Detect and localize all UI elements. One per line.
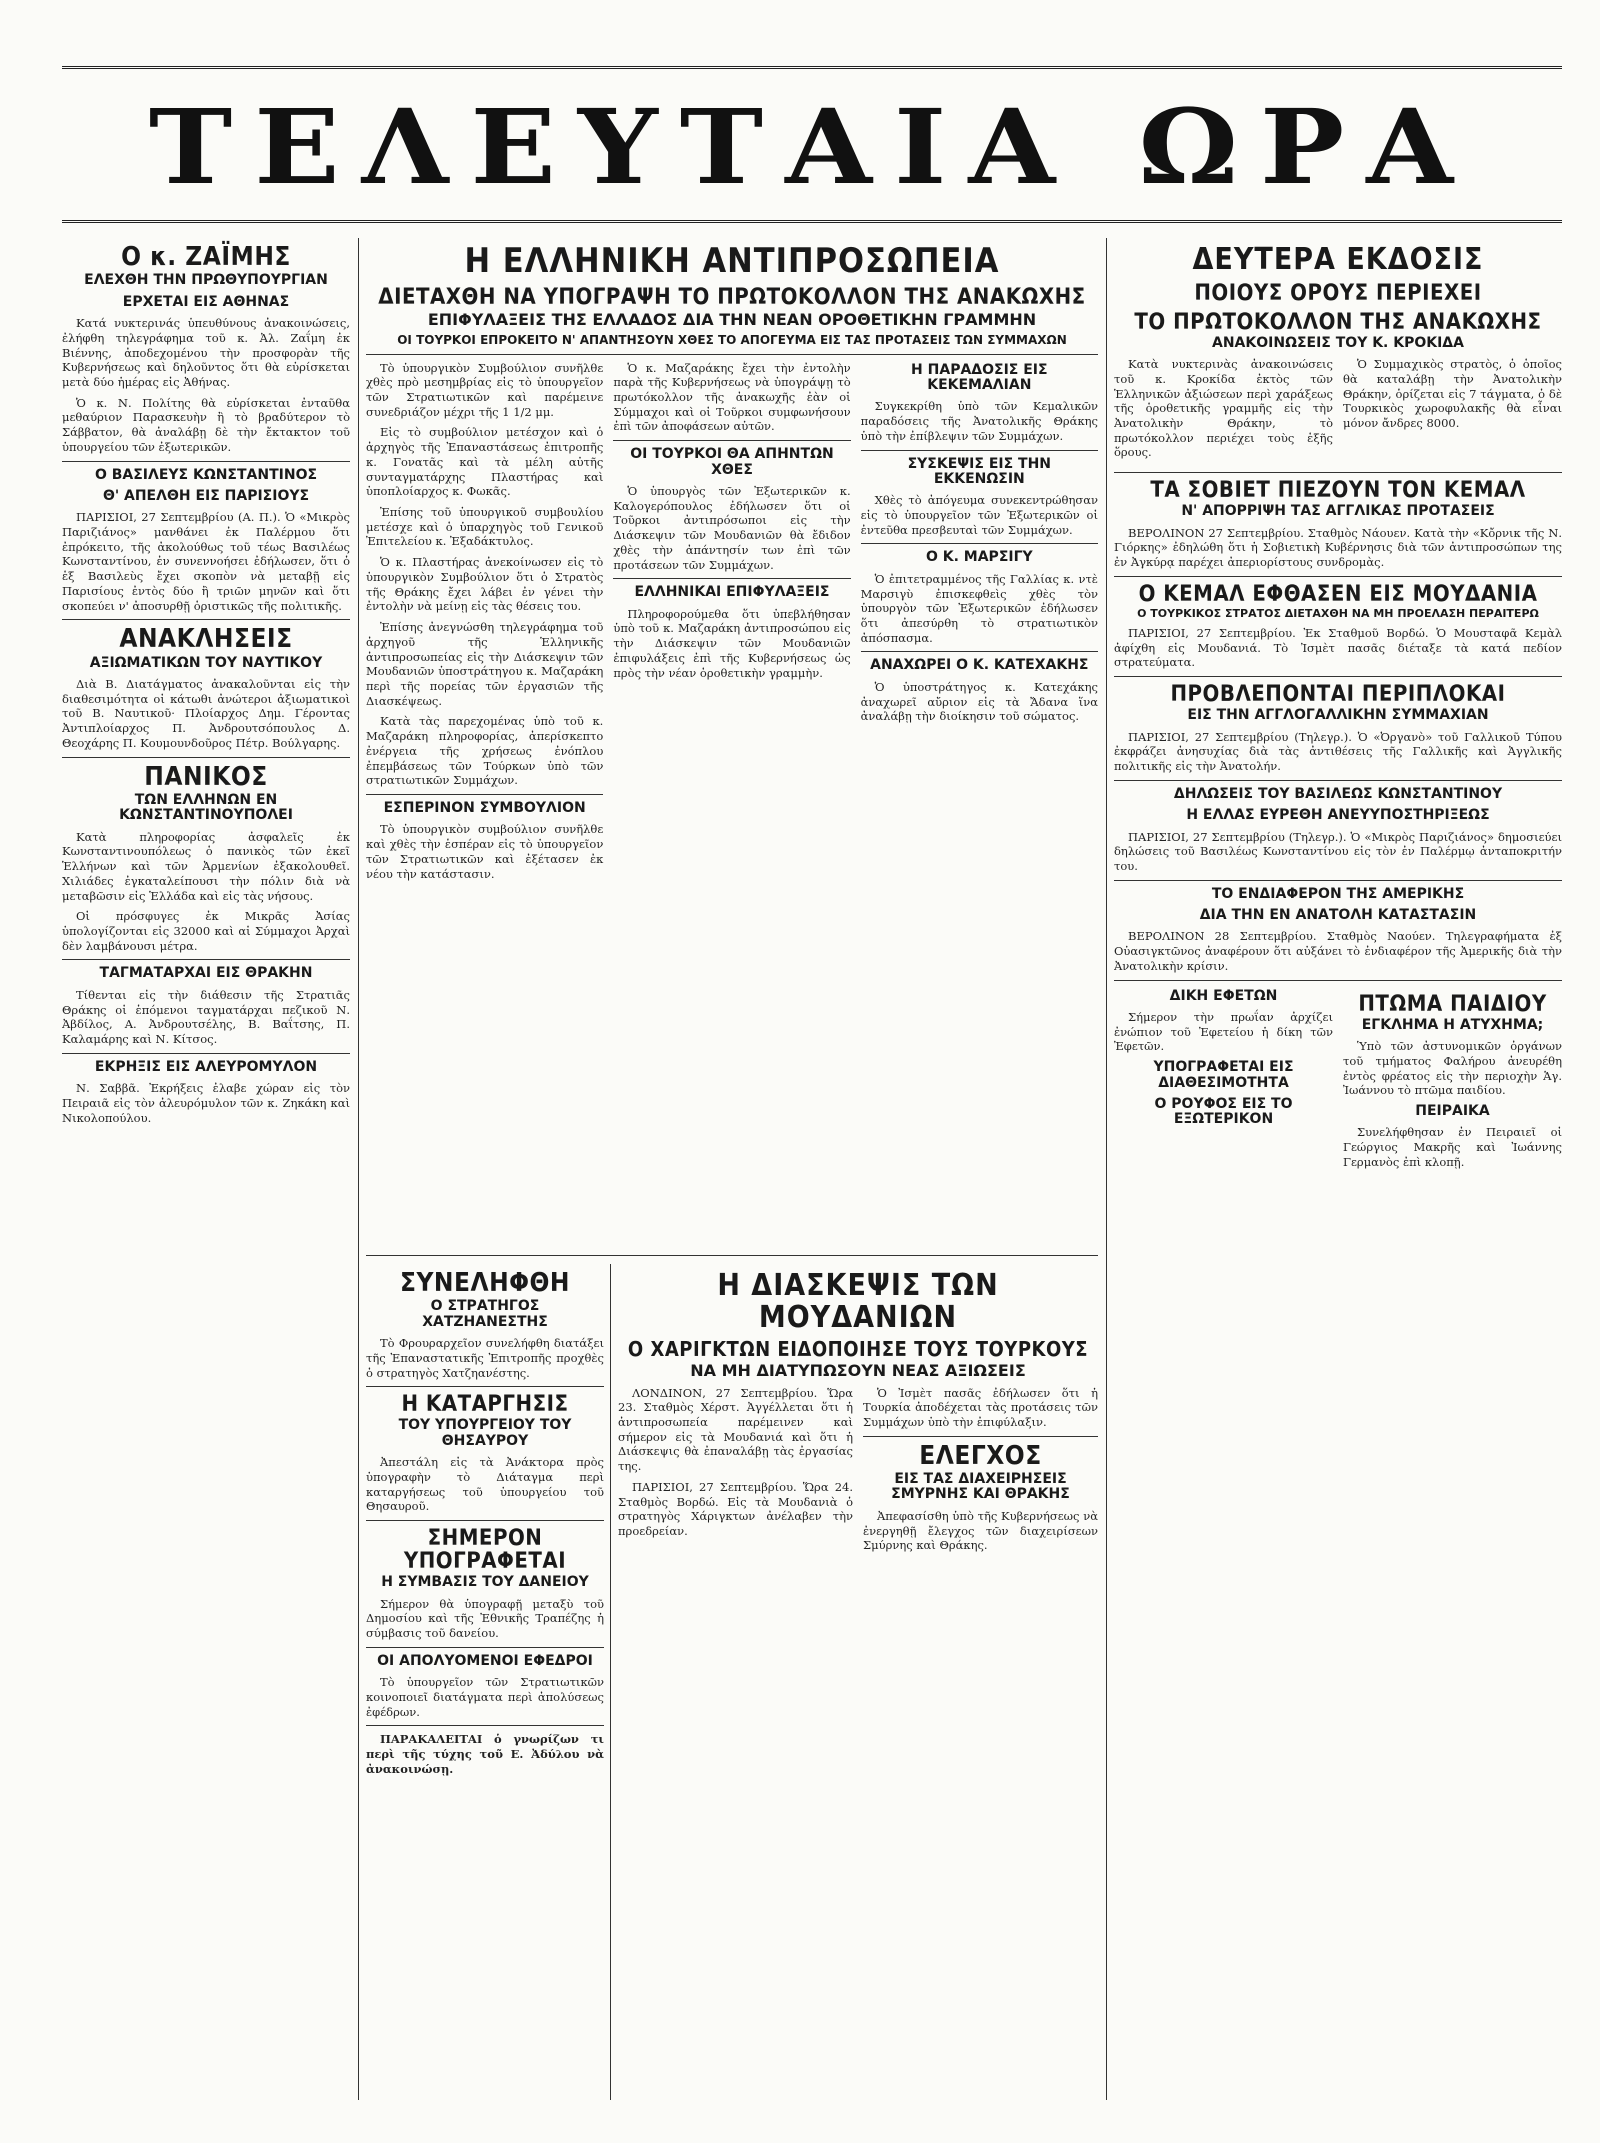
article-paragraph: Ὁ κ. Πλαστήρας ἀνεκοίνωσεν εἰς τὸ ὑπουργικὸν Συμβούλιον ὅτι ὁ Στρατὸς τῆς Θράκης ἔχει λάβει ἐν γένει τὴν ἐντολὴν νὰ μείνῃ εἰς τὰς θέσεις του. [366, 555, 604, 614]
headline-periplokai: ΠΡΟΒΛΕΠΟΝΤΑΙ ΠΕΡΙΠΛΟΚΑΙ [1170, 682, 1506, 708]
subhead: Η ΣΥΜΒΑΣΙΣ ΤΟΥ ΔΑΝΕΙΟΥ [381, 1574, 589, 1591]
article-paragraph: Διὰ Β. Διατάγματος ἀνακαλοῦνται εἰς τὴν διαθεσιμότητα οἱ κάτωθι ἀνώτεροι ἀξιωματικοὶ τοῦ Β. Ναυτικοῦ· Πλοίαρχος Δημ. Γέροντας Ἀντιπλοίαρχος Π. Ἀνδρουτσόπουλος Δ. Θεοχάρης Π. Κουμουνδοῦρος Πέτρ. Βούλγαρης. [62, 677, 350, 750]
headline-elegxos: ΕΛΕΓΧΟΣ [919, 1440, 1042, 1471]
headline-tourkoi: ΟΙ ΤΟΥΡΚΟΙ ΘΑ ΑΠΗΝΤΩΝ ΧΘΕΣ [630, 446, 834, 478]
headline-tagmatarxai: ΤΑΓΜΑΤΑΡΧΑΙ ΕΙΣ ΘΡΑΚΗΝ [99, 965, 313, 982]
section-rule [366, 1255, 1098, 1256]
masthead-title: ΤΕΛΕΥΤΑΙΑ ΩΡΑ [148, 87, 1476, 208]
subhead: ΤΟΥ ΥΠΟΥΡΓΕΙΟΥ ΤΟΥ ΘΗΣΑΥΡΟΥ [398, 1417, 572, 1449]
subhead: ΔΙΕΤΑΧΘΗ ΝΑ ΥΠΟΓΡΑΨΗ ΤΟ ΠΡΩΤΟΚΟΛΛΟΝ ΤΗΣ ΑΝΑΚΩΧΗΣ [378, 284, 1086, 310]
headline-king: Ο ΒΑΣΙΛΕΥΣ ΚΩΝΣΤΑΝΤΙΝΟΣ [94, 466, 318, 483]
subhead: ΕΓΚΛΗΜΑ Η ΑΤΥΧΗΜΑ; [1361, 1016, 1544, 1033]
top-rule [62, 66, 1562, 69]
article-paragraph: Ἐπίσης τοῦ ὑπουργικοῦ συμβουλίου μετέσχε καὶ ὁ ὑπαρχηγὸς τοῦ Γενικοῦ Ἐπιτελείου κ. Ἐξαδάκτυλος. [366, 505, 604, 549]
article-paragraph: Τὸ ὑπουργεῖον τῶν Στρατιωτικῶν κοινοποιεῖ διατάγματα περὶ ἀπολύσεως ἐφέδρων. [366, 1675, 604, 1719]
article-paragraph: ΠΑΡΙΣΙΟΙ, 27 Σεπτεμβρίου. Ἐκ Σταθμοῦ Βορδώ. Ὁ Μουσταφᾶ Κεμὰλ ἀφίχθη εἰς Μουδανιά. Τὸ Ἰσμὲτ πασᾶς διέταξε τὰ κατά πεδίον στρατεύματα. [1114, 625, 1562, 670]
article-paragraph: Ἀπεστάλη εἰς τὰ Ἀνάκτορα πρὸς ὑπογραφὴν τὸ Διάταγμα περὶ καταργήσεως τοῦ ὑπουργείου τοῦ Θησαυροῦ. [366, 1455, 604, 1514]
column-separator [610, 1264, 611, 2100]
notice: ΠΑΡΑΚΑΛΕΙΤΑΙ ὁ γνωρίζων τι περὶ τῆς τύχης τοῦ Ε. Ἀδύλου νὰ ἀνακοινώσῃ. [366, 1732, 604, 1776]
subhead: Ο ΤΟΥΡΚΙΚΟΣ ΣΤΡΑΤΟΣ ΔΙΕΤΑΧΘΗ ΝΑ ΜΗ ΠΡΟΕΛΑΣΗ ΠΕΡΑΙΤΕΡΩ [1137, 606, 1539, 620]
article-paragraph: Ἐπίσης ἀνεγνώσθη τηλεγράφημα τοῦ ἀρχηγοῦ τῆς Ἑλληνικῆς ἀντιπροσωπείας εἰς τὴν Διάσκεψιν τῶν Μουδανιῶν ὑποστράτηγου κ. Μαζαράκη περὶ τῆς πορείας τῶν ἐργασιῶν τῆς Διασκέψεως. [366, 620, 604, 708]
article-paragraph: ΛΟΝΔΙΝΟΝ, 27 Σεπτεμβρίου. Ὥρα 23. Σταθμὸς Χέρστ. Ἀγγέλλεται ὅτι ἡ ἀντιπροσωπεία παρέμεινεν καὶ σήμερον εἰς τὰ Μουδανιά καὶ ὅτι ἡ Διάσκεψις θὰ ἐπαναλάβῃ τὰς ἐργασίας της. [618, 1385, 853, 1474]
article-paragraph: Ὁ ὑπουργὸς τῶν Ἐξωτερικῶν κ. Καλογερόπουλος ἐδήλωσεν ὅτι οἱ Τοῦρκοι ἀντιπρόσωποι εἰς τὴν Διάσκεψιν τῶν Μουδανιῶν θὰ ἔδιδον χθὲς τὴν ἀπάντησίν των ἐπὶ τῶν προτάσεων τῶν Συμμάχων. [613, 483, 851, 572]
headline-paradosis: Η ΠΑΡΑΔΟΣΙΣ ΕΙΣ ΚΕΚΕΜΑΛΙΑΝ [911, 361, 1048, 393]
article-paragraph: Τὸ ὑπουργικὸν συμβούλιον συνῆλθε καὶ χθὲς τὴν ἑσπέραν εἰς τὸ ὑπουργεῖον τῶν Στρατιωτικῶν καὶ ἐξέτασεν ἐκ νέου τὴν κατάστασιν. [366, 822, 604, 881]
subhead: ΤΟ ΠΡΩΤΟΚΟΛΛΟΝ ΤΗΣ ΑΝΑΚΩΧΗΣ [1134, 309, 1542, 335]
article-paragraph: Ὁ κ. Ν. Πολίτης θὰ εὑρίσκεται ἐνταῦθα μεθαύριον Παρασκευὴν ἢ τὸ βραδύτερον τὸ Σάββατον, θὰ ἀναλάβῃ δὲ τὴν ἔκτακτον τοῦ ὑπουργείου τῶν ἐξωτερικῶν. [62, 395, 350, 454]
subhead: Ν' ΑΠΟΡΡΙΨΗ ΤΑΣ ΑΓΓΛΙΚΑΣ ΠΡΟΤΑΣΕΙΣ [1181, 503, 1495, 520]
article-paragraph: Ὁ ὑποστράτηγος κ. Κατεχάκης ἀναχωρεῖ αὔριον εἰς τὰ Ἄδανα ἵνα ἀναλάβῃ τὴν διοίκησιν τοῦ σώματος. [860, 679, 1098, 724]
center-bottom-left [366, 1264, 604, 2100]
mudania-subcolumn [863, 1386, 1098, 1559]
center-bottom-right [618, 1264, 1098, 2100]
headline-ekrixis: ΕΚΡΗΞΙΣ ΕΙΣ ΑΛΕΥΡΟΜΥΛΟΝ [94, 1058, 318, 1075]
headline-roufos: Ο ΡΟΥΦΟΣ ΕΙΣ ΤΟ ΕΞΩΤΕΡΙΚΟΝ [1154, 1095, 1293, 1128]
center-subcolumn [861, 361, 1098, 888]
right-subcolumn [1343, 987, 1562, 1176]
center-subcolumn [613, 361, 850, 888]
headline-amerikis: ΤΟ ΕΝΔΙΑΦΕΡΟΝ ΤΗΣ ΑΜΕΡΙΚΗΣ [1211, 885, 1465, 902]
article-paragraph: Ὁ Συμμαχικὸς στρατὸς, ὁ ὁποῖος θὰ καταλάβῃ τὴν Ἀνατολικὴν Θράκην, ὁρίζεται εἰς 7 τάγματα, ὁ δὲ Τουρκικὸς χωροφυλακῆς θὰ εἶναι μόνον ἄνδρες 8000. [1343, 357, 1562, 430]
right-column [1114, 238, 1562, 2100]
article-paragraph: Κατὰ τὰς παρεχομένας ὑπὸ τοῦ κ. Μαζαράκη πληροφορίας, ἀπερίσκεπτο ἐνέργεια τῆς χρήσεως ἐνόπλου ἐπεμβάσεως τῶν Τούρκων ὑπὸ τῶν στρατιωτικῶν Συμμάχων. [366, 714, 604, 788]
headline-mudania: Η ΔΙΑΣΚΕΨΙΣ ΤΩΝ ΜΟΥΔΑΝΙΩΝ [717, 1268, 999, 1335]
headline-deutera-ekdosis: ΔΕΥΤΕΡΑ ΕΚΔΟΣΙΣ [1192, 242, 1484, 277]
center-subcolumn [366, 361, 603, 888]
headline-marsigy: Ο Κ. ΜΑΡΣΙΓΥ [925, 549, 1033, 566]
article-paragraph: Ὁ Ἰσμὲτ πασᾶς ἐδήλωσεν ὅτι ἡ Τουρκία ἀποδέχεται τὰς προτάσεις τῶν Συμμάχων ὑπὸ τὴν ἐπιφύλαξιν. [863, 1385, 1098, 1430]
article-paragraph: Κατά νυκτερινάς ὑπευθύνους ἀνακοινώσεις, ἐλήφθη τηλεγράφημα τοῦ κ. Ἀλ. Ζαΐμη ἐκ Βιέννης, ἀποδεχομένου τὴν προσφορὰν τῆς Κυβερνήσεως καὶ δηλοῦντος ὅτι θὰ εὑρίσκεται μετὰ δύο ἡμέρας εἰς Ἀθήνας. [62, 316, 350, 389]
subhead: ΑΞΙΩΜΑΤΙΚΩΝ ΤΟΥ ΝΑΥΤΙΚΟΥ [89, 654, 323, 671]
subhead: ΤΩΝ ΕΛΛΗΝΩΝ ΕΝ ΚΩΝΣΤΑΝΤΙΝΟΥΠΟΛΕΙ [119, 791, 293, 824]
headline-antiprosopeia: Η ΕΛΛΗΝΙΚΗ ΑΝΤΙΠΡΟΣΩΠΕΙΑ [464, 241, 1000, 281]
subhead: ΕΙΣ ΤΑΣ ΔΙΑΧΕΙΡΗΣΕΙΣ ΣΜΥΡΝΗΣ ΚΑΙ ΘΡΑΚΗΣ [891, 1471, 1070, 1503]
subhead: ΕΙΣ ΤΗΝ ΑΓΓΛΟΓΑΛΛΙΚΗΝ ΣΥΜΜΑΧΙΑΝ [1187, 707, 1489, 724]
headline-syskepsis: ΣΥΣΚΕΨΙΣ ΕΙΣ ΤΗΝ ΕΚΚΕΝΩΣΙΝ [907, 455, 1052, 487]
mudania-subcolumn [618, 1386, 853, 1559]
article-paragraph: ΠΑΡΙΣΙΟΙ, 27 Σεπτεμβρίου (Τηλεγρ.). Ὁ «Ὀργανὸ» τοῦ Γαλλικοῦ Τύπου ἐκφράζει ἀνησυχίας διὰ τὰς ἀντιθέσεις τῆς Γαλλικῆς καὶ Ἀγγλικῆς πολιτικῆς εἰς τὴν Ἀνατολήν. [1114, 729, 1562, 774]
article-paragraph: ΠΑΡΙΣΙΟΙ, 27 Σεπτεμβρίου (Τηλεγρ.). Ὁ «Μικρὸς Παριζιάνος» δημοσιεύει δηλώσεις τοῦ Βασιλέως Κωνσταντίνου εἰς τὸν ἐν Παλέρμῳ ἀνταποκριτήν του. [1114, 829, 1562, 873]
article-paragraph: Ἀπεφασίσθη ὑπὸ τῆς Κυβερνήσεως νὰ ἐνεργηθῇ ἔλεγχος τῶν διαχειρίσεων Σμύρνης καὶ Θράκης. [863, 1508, 1098, 1553]
subhead: Ο ΧΑΡΙΓΚΤΩΝ ΕΙΔΟΠΟΙΗΣΕ ΤΟΥΣ ΤΟΥΡΚΟΥΣ [627, 1337, 1089, 1361]
headline-panikos: ΠΑΝΙΚΟΣ [144, 761, 268, 792]
headline-ypografetai: ΥΠΟΓΡΑΦΕΤΑΙ ΕΙΣ ΔΙΑΘΕΣΙΜΟΤΗΤΑ [1153, 1059, 1294, 1091]
article-paragraph: Κατὰ νυκτερινὰς ἀνακοινώσεις τοῦ κ. Κροκίδα ἐκτὸς τῶν Ἑλληνικῶν ἀξιώσεων περὶ χαράξεως τῆς ὁροθετικῆς γραμμῆς εἰς τὴν Ἀνατολικὴν Θράκην, τὸ πρωτόκολλον περιέχει τοὺς ἑξῆς ὅρους. [1114, 357, 1333, 460]
headline-epifylaxeis: ΕΛΛΗΝΙΚΑΙ ΕΠΙΦΥΛΑΞΕΙΣ [634, 584, 830, 601]
headline-katexakis: ΑΝΑΧΩΡΕΙ Ο Κ. ΚΑΤΕΧΑΚΗΣ [870, 657, 1089, 674]
article-paragraph: ΒΕΡΟΛΙΝΟΝ 28 Σεπτεμβρίου. Σταθμὸς Ναούεν. Τηλεγραφήματα ἐξ Οὐασιγκτῶνος ἀναφέρουν ὅτι αὐξάνει τὸ ἐνδιαφέρον τῆς Ἀμερικῆς διὰ τὴν Ἀνατολικὴν κρίσιν. [1114, 929, 1562, 973]
right-subcolumn [1114, 987, 1333, 1176]
article-paragraph: Εἰς τὸ συμβούλιον μετέσχον καὶ ὁ ἀρχηγὸς τῆς Ἐπαναστάσεως ἐπιτροπῆς κ. Γονατᾶς καὶ τὰ μέλη αὐτῆς συνταγματάρχης Πλαστήρας καὶ ὑποπλοίαρχος κ. Φωκᾶς. [366, 425, 604, 499]
headline-anakliseis: ΑΝΑΚΛΗΣΕΙΣ [119, 624, 293, 655]
headline-esperinon: ΕΣΠΕΡΙΝΟΝ ΣΥΜΒΟΥΛΙΟΝ [383, 799, 586, 816]
headline-diki: ΔΙΚΗ ΕΦΕΤΩΝ [1169, 987, 1278, 1004]
headline-synelifthi: ΣΥΝΕΛΗΦΘΗ [400, 1268, 570, 1298]
article-paragraph: ΒΕΡΟΛΙΝΟΝ 27 Σεπτεμβρίου. Σταθμὸς Νάουεν. Κατὰ τὴν «Κὄρνικ τῆς Ν. Γιόρκης» ἐδηλώθη ὅτι ἡ Σοβιετικὴ Κυβέρνησις διὰ τῶν ἀντιπροσώπων της ἐν Ἀγκύρᾳ παρέχει ἀπεριορίστους συνδρομὰς. [1114, 525, 1562, 570]
subhead: ΟΙ ΤΟΥΡΚΟΙ ΕΠΡΟΚΕΙΤΟ Ν' ΑΠΑΝΤΗΣΟΥΝ ΧΘΕΣ ΤΟ ΑΠΟΓΕΥΜΑ ΕΙΣ ΤΑΣ ΠΡΟΤΑΣΕΙΣ ΤΩΝ ΣΥΜΜΑΧΩΝ [397, 333, 1067, 348]
headline-ptoma: ΠΤΩΜΑ ΠΑΙΔΙΟΥ [1358, 991, 1547, 1017]
masthead-rule [62, 220, 1562, 223]
headline-peiraika: ΠΕΙΡΑΙΚΑ [1415, 1102, 1490, 1119]
column-separator [358, 238, 359, 2100]
article-paragraph: Κατὰ πληροφορίας ἀσφαλεῖς ἐκ Κωνσταντινουπόλεως ὁ πανικὸς τῶν ἐκεῖ Ἑλλήνων καὶ τῶν Ἀρμενίων ἐξακολουθεῖ. Χιλιάδες ἐγκαταλείπουσι τὴν πόλιν διὰ νὰ μεταβῶσιν εἰς Ἑλλάδα καὶ εἰς τὰς νήσους. [62, 829, 350, 903]
left-column [62, 238, 350, 2100]
subhead: ΕΛΕΧΘΗ ΤΗΝ ΠΡΩΘΥΠΟΥΡΓΙΑΝ [84, 272, 328, 289]
article-paragraph: Οἱ πρόσφυγες ἐκ Μικρᾶς Ἀσίας ὑπολογίζονται εἰς 32000 καὶ αἱ Σύμμαχοι Ἀρχαὶ δὲν λαμβάνουσι μέτρα. [62, 909, 350, 953]
column-separator [1106, 238, 1107, 2100]
subhead: ΝΑ ΜΗ ΔΙΑΤΥΠΩΣΟΥΝ ΝΕΑΣ ΑΞΙΩΣΕΙΣ [690, 1361, 1026, 1380]
headline-soviet: ΤΑ ΣΟΒΙΕΤ ΠΙΕΖΟΥΝ ΤΟΝ ΚΕΜΑΛ [1150, 478, 1526, 504]
article-paragraph: Πληροφορούμεθα ὅτι ὑπεβλήθησαν ὑπὸ τοῦ κ. Μαζαράκη ἀντιπροσώπου εἰς τὴν Διάσκεψιν τῶν Μουδανιῶν ἐπιφυλάξεις ἐπὶ τῆς Κυβερνήσεως ὡς πρὸς τὴν νέαν ὁροθετικὴν γραμμὴν. [613, 606, 851, 680]
article-paragraph: Ὁ κ. Μαζαράκης ἔχει τὴν ἐντολὴν παρὰ τῆς Κυβερνήσεως νὰ ὑπογράψῃ τὸ πρωτόκολλον τῆς ἀνακωχῆς ἐὰν οἱ Σύμμαχοι καὶ οἱ Τοῦρκοι συμφωνήσουν ἐπὶ τῶν ἀποφάσεων αὐτῶν. [613, 360, 851, 434]
article-paragraph: ΠΑΡΙΣΙΟΙ, 27 Σεπτεμβρίου (Α. Π.). Ὁ «Μικρὸς Παριζιάνος» μανθάνει ἐκ Παλέρμου ὅτι ἐπρόκειτο, τῆς ἀκολούθως τοῦ τέως Βασιλέως Κωνσταντίνου, ἐν συνεννοήσει ἐδήλωσεν, ὅτι ὁ ἑξ Βασιλεὺς ἔχει σκοπὸν νὰ μεταβῇ εἰς Παρισίους ἐντὸς δύο ἢ τριῶν μηνῶν καὶ ὅτι σκοπεύει ν' ἀποσυρθῇ ὁριστικῶς τῆς πολιτικῆς. [62, 510, 350, 613]
article-paragraph: Ὁ ἐπιτετραμμένος τῆς Γαλλίας κ. ντὲ Μαρσιγὺ ἐπισκεφθεὶς χθὲς τὸν ὑπουργὸν τῶν Ἐξωτερικῶν ἐδήλωσεν ὅτι ἀπεσύρθη τὸ στρατιωτικὸν ἀπόσπασμα. [860, 571, 1098, 645]
subhead: Θ' ΑΠΕΛΘΗ ΕΙΣ ΠΑΡΙΣΙΟΥΣ [102, 487, 310, 504]
headline-kemal: Ο ΚΕΜΑΛ ΕΦΘΑΣΕΝ ΕΙΣ ΜΟΥΔΑΝΙΑ [1138, 581, 1538, 607]
article-paragraph: Συνελήφθησαν ἐν Πειραιεῖ οἱ Γεώργιος Μακρῆς καὶ Ἰωάννης Γερμανὸς ἐπὶ κλοπῇ. [1343, 1125, 1562, 1169]
article-paragraph: Ν. Σαββᾶ. Ἐκρήξεις ἐλαβε χώραν εἰς τὸν Πειραιᾶ εἰς τὸν ἀλευρόμυλον τῶν κ. Ζηκάκη καὶ Νικολοπούλου. [62, 1081, 350, 1125]
center-top [366, 238, 1098, 1248]
article-paragraph: Τίθενται εἰς τὴν διάθεσιν τῆς Στρατιᾶς Θράκης οἱ ἑπόμενοι ταγματάρχαι πεζικοῦ Ν. Ἀβδίλος, Α. Ἀνδρουτσέλης, Β. Βαΐτσης, Π. Καλαμάρης καὶ Ν. Κίτσος. [62, 987, 350, 1047]
subhead: ΑΝΑΚΟΙΝΩΣΕΙΣ ΤΟΥ Κ. ΚΡΟΚΙΔΑ [1212, 334, 1464, 351]
subhead: ΔΙΑ ΤΗΝ ΕΝ ΑΝΑΤΟΛΗ ΚΑΤΑΣΤΑΣΙΝ [1199, 907, 1477, 924]
headline-simeron: ΣΗΜΕΡΟΝ ΥΠΟΓΡΑΦΕΤΑΙ [403, 1525, 567, 1575]
article-paragraph: Συγκεκρίθη ὑπὸ τῶν Κεμαλικῶν παραδόσεις τῆς Ἀνατολικῆς Θράκης ὑπὸ τὴν ἐπίβλεψιν τῶν Συμμάχων. [860, 399, 1098, 443]
headline-efedroi: ΟΙ ΑΠΟΛΥΟΜΕΝΟΙ ΕΦΕΔΡΟΙ [377, 1652, 593, 1669]
article-paragraph: Σήμερον θὰ ὑπογραφῇ μεταξὺ τοῦ Δημοσίου καὶ τῆς Ἐθνικῆς Τραπέζης ἡ σύμβασις τοῦ δανείου. [366, 1596, 604, 1640]
article-paragraph: ΠΑΡΙΣΙΟΙ, 27 Σεπτεμβρίου. Ὥρα 24. Σταθμὸς Βορδώ. Εἰς τὰ Μουδανιὰ ὁ στρατηγὸς Χάριγκτων ἀνέλαβεν τὴν προεδρείαν. [618, 1479, 853, 1539]
subhead: ΠΟΙΟΥΣ ΟΡΟΥΣ ΠΕΡΙΕΧΕΙ [1194, 280, 1482, 306]
subhead: ΕΠΙΦΥΛΑΞΕΙΣ ΤΗΣ ΕΛΛΑΔΟΣ ΔΙΑ ΤΗΝ ΝΕΑΝ ΟΡΟΘΕΤΙΚΗΝ ΓΡΑΜΜΗΝ [427, 309, 1037, 329]
article-paragraph: Τὸ ὑπουργικὸν Συμβούλιον συνῆλθε χθὲς πρὸ μεσημβρίας εἰς τὸ ὑπουργεῖον τῶν Στρατιωτικῶν καὶ παρέμεινε συνεδριάζον μέχρι τῆς 1 1/2 μμ. [366, 360, 604, 419]
headline-katargisis: Η ΚΑΤΑΡΓΗΣΙΣ [401, 1392, 569, 1418]
article-paragraph: Χθὲς τὸ ἀπόγευμα συνεκεντρώθησαν εἰς τὸ ὑπουργεῖον τῶν Ἐξωτερικῶν οἱ ἐντεῦθα πρεσβευταὶ τῶν Συμμάχων. [860, 493, 1098, 537]
headline-zaimis: Ο κ. ΖΑΪΜΗΣ [121, 242, 291, 272]
article-paragraph: Ὑπὸ τῶν ἀστυνομικῶν ὀργάνων τοῦ τμήματος Φαλήρου ἀνευρέθη ἐντὸς φρέατος εἰς τὴν περιοχὴν Ἁγ. Ἰωάννου τὸ πτῶμα παιδίου. [1343, 1039, 1562, 1098]
article-paragraph: Τὸ Φρουραρχεῖον συνελήφθη διατάξει τῆς Ἐπαναστατικῆς Ἐπιτροπῆς προχθὲς ὁ στρατηγὸς Χατζηανέστης. [366, 1336, 604, 1380]
headline-diloseis: ΔΗΛΩΣΕΙΣ ΤΟΥ ΒΑΣΙΛΕΩΣ ΚΩΝΣΤΑΝΤΙΝΟΥ [1173, 785, 1503, 802]
article-paragraph: Σήμερον τὴν πρωΐαν ἀρχίζει ἐνώπιον τοῦ Ἐφετείου ἡ δίκη τῶν Ἐφετῶν. [1114, 1010, 1333, 1054]
subhead: Ο ΣΤΡΑΤΗΓΟΣ ΧΑΤΖΗΑΝΕΣΤΗΣ [422, 1298, 548, 1330]
subhead: Η ΕΛΛΑΣ ΕΥΡΕΘΗ ΑΝΕΥΥΠΟΣΤΗΡΙΞΕΩΣ [1186, 807, 1490, 824]
subhead: ΕΡΧΕΤΑΙ ΕΙΣ ΑΘΗΝΑΣ [122, 293, 290, 310]
